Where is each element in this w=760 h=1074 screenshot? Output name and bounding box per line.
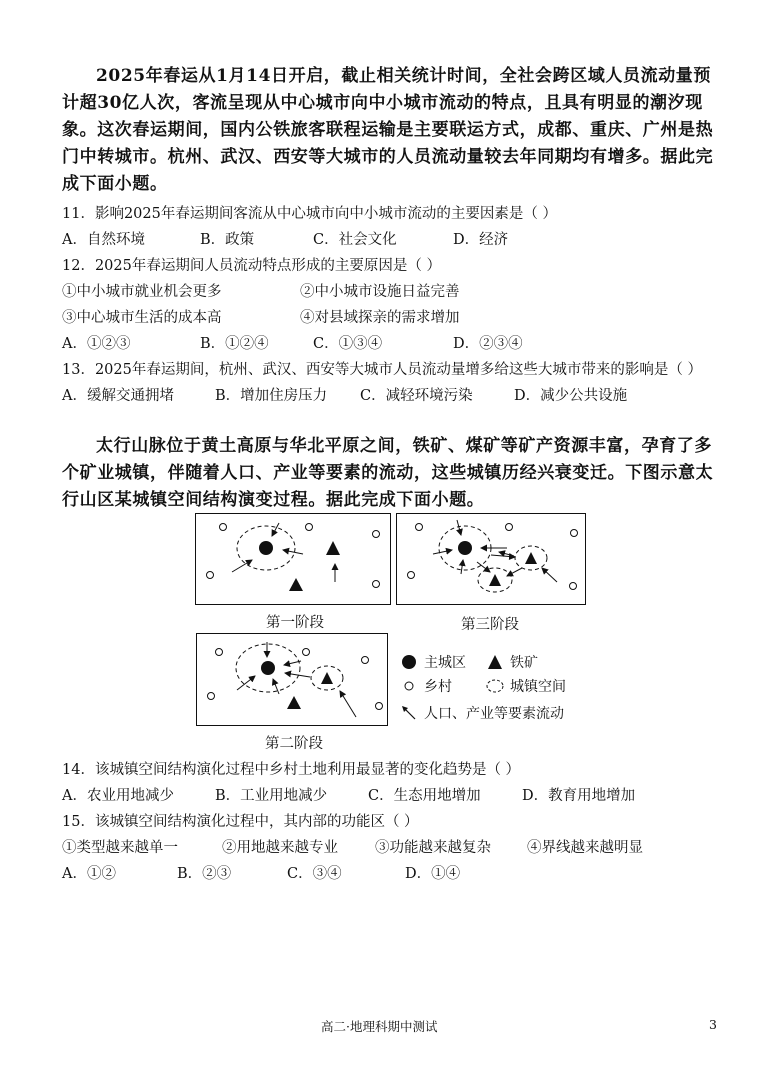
q13-option-d: D．减少公共设施	[514, 388, 628, 404]
q12-item-1: ①中小城市就业机会更多	[62, 284, 222, 300]
q15-option-d: D．①④	[405, 866, 461, 882]
q11-option-d: D．经济	[453, 232, 509, 248]
q13-option-c: C．减轻环境污染	[360, 388, 473, 404]
filled-circle-icon	[400, 653, 418, 671]
dashed-ellipse-icon	[486, 677, 504, 695]
q12-item-4: ④对县域探亲的需求增加	[300, 310, 460, 326]
caption-stage-3: 第三阶段	[461, 617, 519, 633]
q14-option-d: D．教育用地增加	[522, 788, 636, 804]
figure-stage-3	[396, 513, 586, 605]
q12-option-a: A．①②③	[62, 336, 131, 352]
passage-spring-festival: 2025年春运从1月14日开启，截止相关统计时间，全社会跨区域人员流动量预计超30亿人次，客流呈现从中心城市向中小城市流动的特点，且具有明显的潮汐现象。这次春运期间，国内公铁旅客联程运输是主要联运方式，成都、重庆、广州是热门中转城市。杭州、武汉、西安等大城市的人员流动量较去年同期均有增多。据此完成下面小题。	[62, 66, 714, 194]
question-13-stem: 13．2025年春运期间，杭州、武汉、西安等大城市人员流动量增多给这些大城市带来的影响是（ ）	[62, 362, 702, 378]
question-15-stem: 15．该城镇空间结构演化过程中，其内部的功能区（ ）	[62, 814, 419, 830]
legend-town-space: 城镇空间	[486, 676, 566, 696]
q15-item-1: ①类型越来越单一	[62, 840, 178, 856]
q15-item-3: ③功能越来越复杂	[375, 840, 491, 856]
q12-item-3: ③中心城市生活的成本高	[62, 310, 222, 326]
figure-stage-2	[196, 633, 388, 726]
q12-item-2: ②中小城市设施日益完善	[300, 284, 460, 300]
caption-stage-2: 第二阶段	[265, 736, 323, 752]
hollow-circle-icon	[400, 677, 418, 695]
legend-main-city: 主城区	[400, 652, 466, 672]
page-number: 3	[709, 1017, 717, 1032]
q15-option-a: A．①②	[62, 866, 116, 882]
q14-option-b: B．工业用地减少	[215, 788, 328, 804]
question-12-stem: 12．2025年春运期间人员流动特点形成的主要原因是（ ）	[62, 258, 441, 274]
flow-arrow-icon	[400, 704, 418, 722]
q13-option-b: B．增加住房压力	[215, 388, 328, 404]
q11-option-a: A．自然环境	[62, 232, 145, 248]
legend-iron: 铁矿	[486, 652, 538, 672]
question-11-stem: 11．影响2025年春运期间客流从中心城市向中小城市流动的主要因素是（ ）	[62, 206, 557, 222]
footer-title: 高二·地理科期中测试	[321, 1019, 438, 1034]
q14-option-a: A．农业用地减少	[62, 788, 174, 804]
q12-option-b: B．①②④	[200, 336, 269, 352]
q12-option-c: C．①③④	[313, 336, 383, 352]
figure-stage-1	[195, 513, 391, 605]
q15-item-4: ④界线越来越明显	[527, 840, 643, 856]
q12-option-d: D．②③④	[453, 336, 523, 352]
question-14-stem: 14．该城镇空间结构演化过程中乡村土地利用最显著的变化趋势是（ ）	[62, 762, 521, 778]
q11-option-b: B．政策	[200, 232, 255, 248]
triangle-icon	[486, 653, 504, 671]
q15-option-b: B．②③	[177, 866, 232, 882]
q14-option-c: C．生态用地增加	[368, 788, 481, 804]
q15-option-c: C．③④	[287, 866, 342, 882]
q13-option-a: A．缓解交通拥堵	[62, 388, 174, 404]
legend-village: 乡村	[400, 676, 452, 696]
passage-taihang-mountains: 太行山脉位于黄土高原与华北平原之间，铁矿、煤矿等矿产资源丰富，孕育了多个矿业城镇，伴随着人口、产业等要素的流动，这些城镇历经兴衰变迁。下图示意太行山区某城镇空间结构演变过程。据此完成下面小题。	[62, 436, 714, 510]
caption-stage-1: 第一阶段	[266, 615, 324, 631]
q15-item-2: ②用地越来越专业	[222, 840, 338, 856]
legend-flow: 人口、产业等要素流动	[400, 703, 564, 723]
q11-option-c: C．社会文化	[313, 232, 397, 248]
